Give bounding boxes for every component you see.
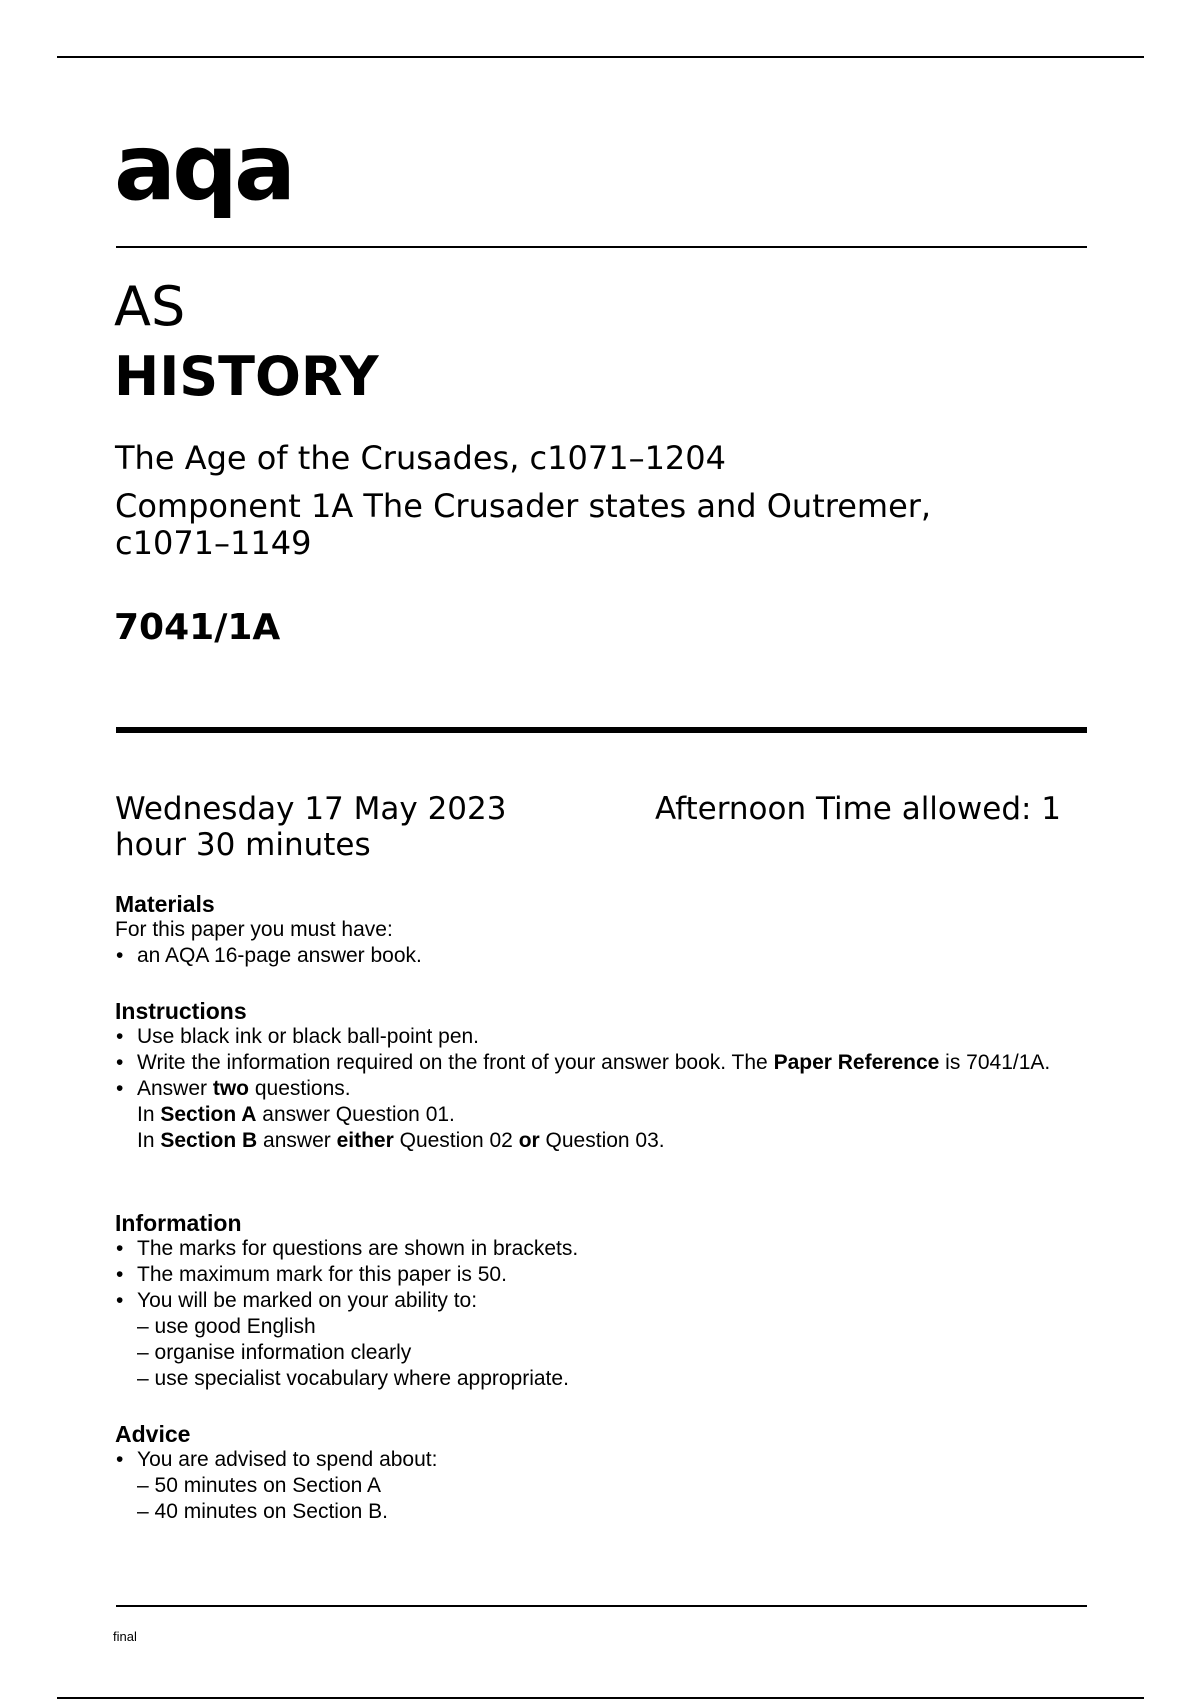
subject-title: HISTORY [114,345,379,408]
section-divider [116,727,1087,733]
advice-section [115,1421,1075,1525]
materials-list [115,943,1075,969]
footer-label: final [113,1629,137,1644]
instructions-list [115,1024,1075,1154]
list-item: • You are advised to spend about: – 50 minutes on Section A – 40 minutes on Section B. [115,1447,1075,1525]
top-rule [57,56,1144,58]
list-item: • Answer two questions. In Section A answer Question 01. In Section B answer either Question 02 or Question 03. [115,1076,1075,1154]
sub-list-item: – 40 minutes on Section B. [137,1500,388,1523]
materials-heading: Materials [115,891,215,917]
exam-date: Wednesday 17 May 2023 [115,791,507,827]
list-item: • The maximum mark for this paper is 50. [115,1262,1075,1288]
qualification-level: AS [114,275,186,338]
materials-intro: For this paper you must have: [115,918,393,941]
paper-code: 7041/1A [114,607,281,648]
paper-title: The Age of the Crusades, c1071–1204 [115,439,726,477]
header-divider [116,246,1087,248]
exam-date-block [115,791,1075,863]
advice-heading: Advice [115,1421,191,1447]
information-list [115,1236,1075,1392]
list-item: • an AQA 16-page answer book. [115,943,1075,969]
list-item: • Use black ink or black ball-point pen. [115,1024,1075,1050]
sub-list-item: – use good English [137,1315,316,1338]
list-item: • The marks for questions are shown in brackets. [115,1236,1075,1262]
list-item: • You will be marked on your ability to: – use good English – organise information clearly – use specialist vocabulary where appropriate. [115,1288,1075,1392]
aqa-logo: aqa [114,114,293,221]
sub-list-item: – 50 minutes on Section A [137,1474,381,1497]
exam-session-time: Afternoon Time allowed: 1 hour 30 minutes [115,791,1062,863]
bottom-rule [57,1697,1144,1699]
instructions-section [115,998,1075,1154]
information-section [115,1210,1075,1392]
information-heading: Information [115,1210,242,1236]
instructions-heading: Instructions [115,998,247,1024]
advice-list [115,1447,1075,1525]
sub-list-item: – use specialist vocabulary where appropriate. [137,1367,569,1390]
materials-section [115,891,1075,969]
footer-divider [116,1605,1087,1607]
sub-list-item: – organise information clearly [137,1341,412,1364]
component-title: Component 1A The Crusader states and Outremer, c1071–1149 [115,487,932,562]
list-item: • Write the information required on the front of your answer book. The Paper Reference is 7041/1A. [115,1050,1075,1076]
